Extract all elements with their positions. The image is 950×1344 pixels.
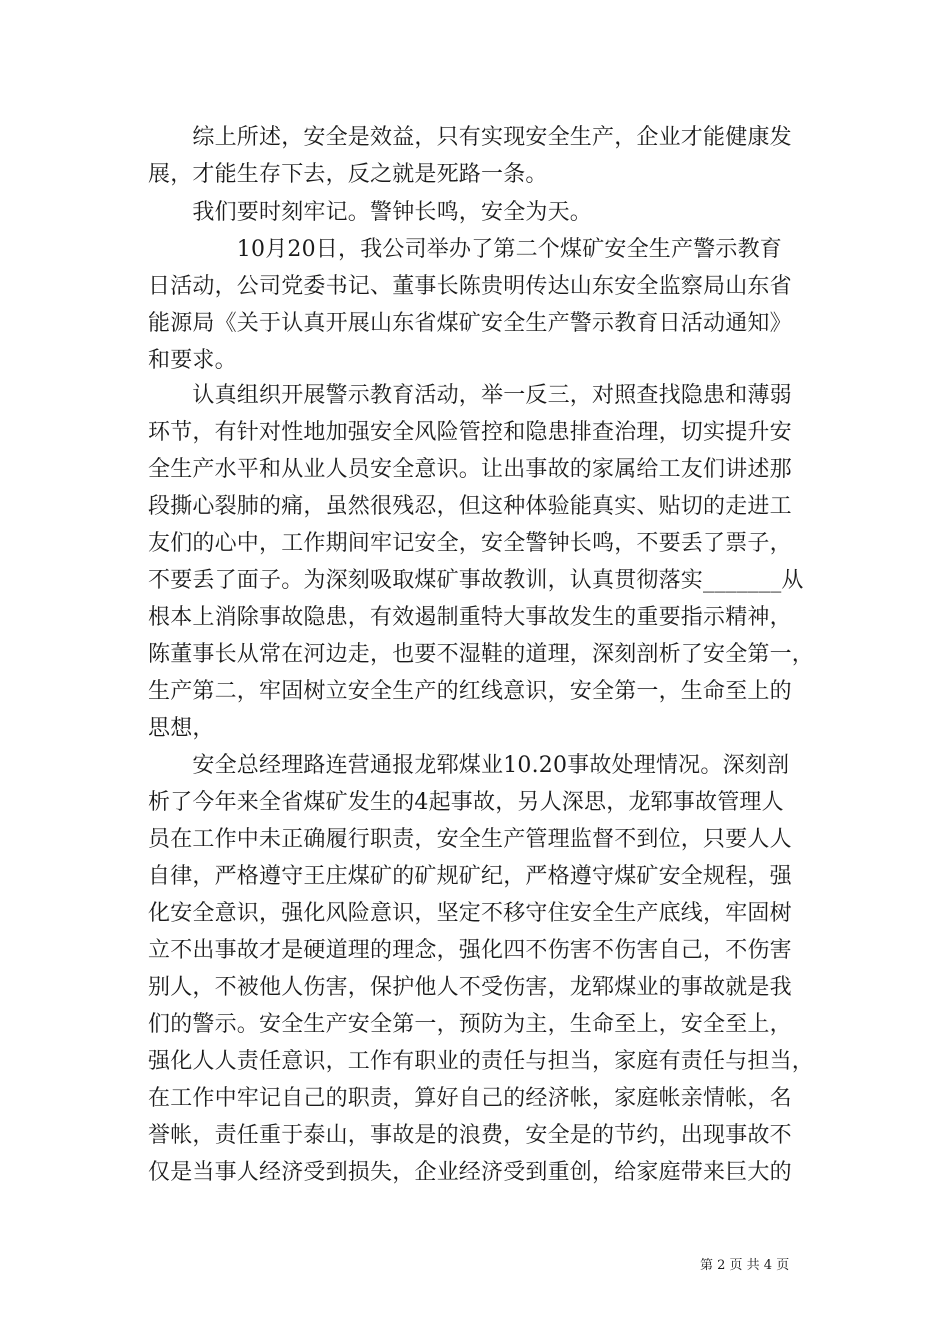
text-line: 不要丢了面子。为深刻吸取煤矿事故教训，认真贯彻落实_______从 bbox=[148, 568, 804, 593]
text-line: 在工作中牢记自己的职责，算好自己的经济帐，家庭帐亲情帐，名 bbox=[148, 1086, 792, 1111]
text-line: 析了今年来全省煤矿发生的4起事故，另人深思，龙郓事故管理人 bbox=[148, 790, 784, 815]
text-line: 自律，严格遵守王庄煤矿的矿规矿纪，严格遵守煤矿安全规程，强 bbox=[148, 864, 792, 889]
text-line: 段撕心裂肺的痛，虽然很残忍，但这种体验能真实、贴切的走进工 bbox=[148, 494, 792, 519]
text-line: 10月20日，我公司举办了第二个煤矿安全生产警示教育 bbox=[148, 237, 782, 262]
text-line: 誉帐，责任重于泰山，事故是的浪费，安全是的节约，出现事故不 bbox=[148, 1123, 792, 1148]
text-line: 别人，不被他人伤害，保护他人不受伤害，龙郓煤业的事故就是我 bbox=[148, 975, 792, 1000]
text-line: 强化人人责任意识，工作有职业的责任与担当，家庭有责任与担当， bbox=[148, 1049, 815, 1074]
text-line: 生产第二，牢固树立安全生产的红线意识，安全第一，生命至上的 bbox=[148, 679, 792, 704]
text-line: 思想， bbox=[148, 716, 215, 741]
text-line: 根本上消除事故隐患，有效遏制重特大事故发生的重要指示精神， bbox=[148, 605, 792, 630]
page-number: 第 2 页 共 4 页 bbox=[700, 1258, 790, 1273]
text-line: 仅是当事人经济受到损失，企业经济受到重创，给家庭带来巨大的 bbox=[148, 1160, 792, 1185]
text-line: 展，才能生存下去，反之就是死路一条。 bbox=[148, 162, 548, 187]
text-line: 认真组织开展警示教育活动，举一反三，对照查找隐患和薄弱 bbox=[148, 383, 792, 408]
text-line: 和要求。 bbox=[148, 348, 237, 373]
text-line: 友们的心中，工作期间牢记安全，安全警钟长鸣，不要丢了票子， bbox=[148, 531, 792, 556]
text-line: 环节，有针对性地加强安全风险管控和隐患排查治理，切实提升安 bbox=[148, 420, 792, 445]
text-line: 日活动，公司党委书记、董事长陈贵明传达山东安全监察局山东省 bbox=[148, 274, 792, 299]
text-line: 化安全意识，强化风险意识，坚定不移守住安全生产底线，牢固树 bbox=[148, 901, 792, 926]
text-line: 安全总经理路连营通报龙郓煤业10.20事故处理情况。深刻剖 bbox=[148, 753, 790, 778]
text-line: 们的警示。安全生产安全第一，预防为主，生命至上，安全至上， bbox=[148, 1012, 792, 1037]
text-line: 员在工作中未正确履行职责，安全生产管理监督不到位，只要人人 bbox=[148, 827, 792, 852]
text-line: 立不出事故才是硬道理的理念，强化四不伤害不伤害自己，不伤害 bbox=[148, 938, 792, 963]
text-line: 综上所述，安全是效益，只有实现安全生产，企业才能健康发 bbox=[148, 125, 792, 150]
text-line: 陈董事长从常在河边走，也要不湿鞋的道理，深刻剖析了安全第一， bbox=[148, 642, 815, 667]
text-line: 能源局《关于认真开展山东省煤矿安全生产警示教育日活动通知》 bbox=[148, 311, 792, 336]
text-line: 全生产水平和从业人员安全意识。让出事故的家属给工友们讲述那 bbox=[148, 457, 792, 482]
text-line: 我们要时刻牢记。警钟长鸣，安全为天。 bbox=[148, 200, 593, 225]
